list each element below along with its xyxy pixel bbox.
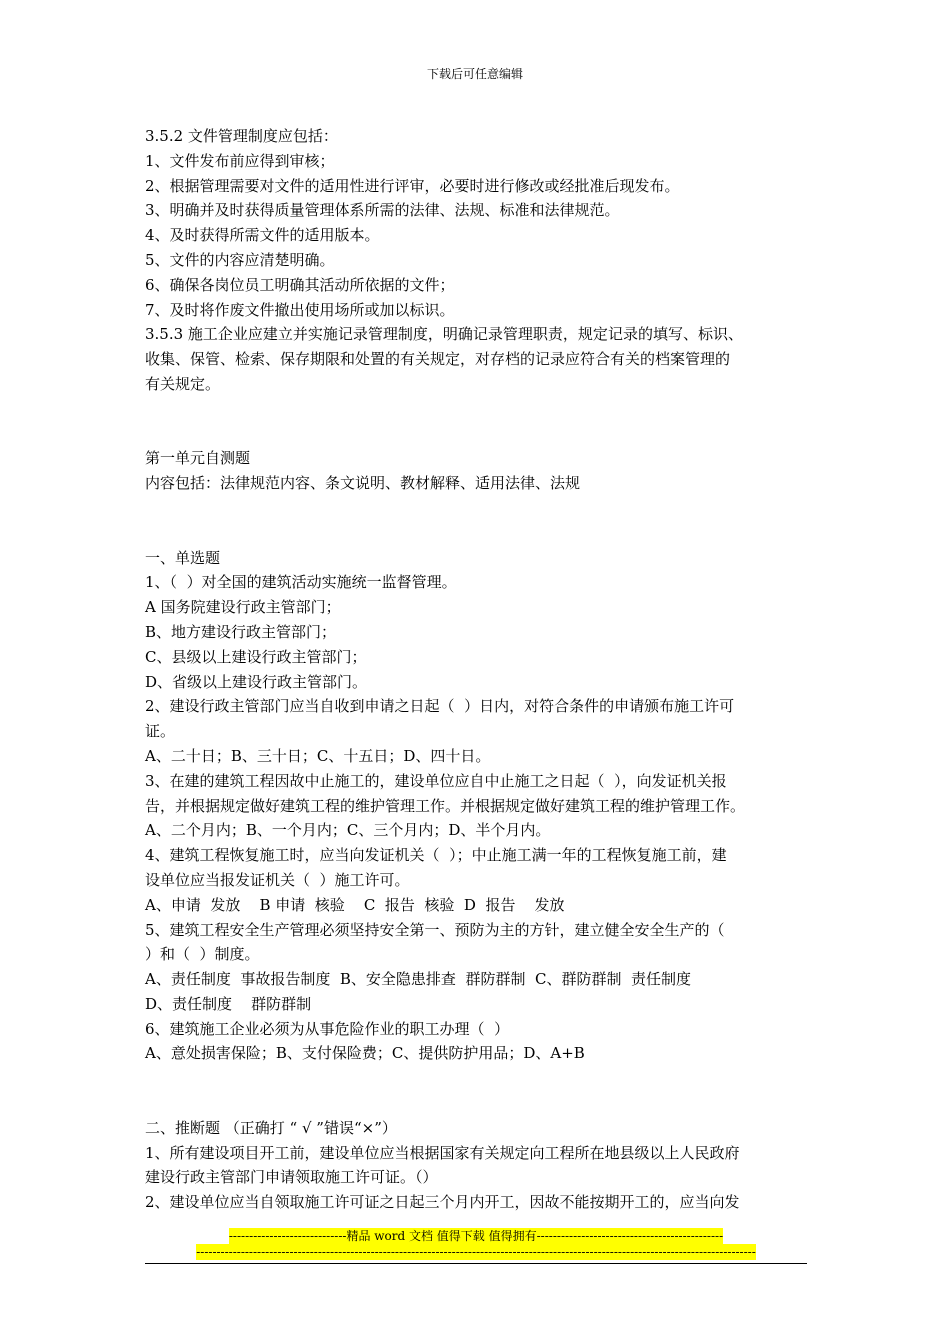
page-footer: [145, 1228, 807, 1260]
text-line: A、责任制度 事故报告制度 B、安全隐患排查 群防群制 C、群防群制 责任制度: [145, 970, 692, 989]
text-line: 建设行政主管部门申请领取施工许可证。（）: [145, 1168, 438, 1187]
blank-line: [145, 1091, 807, 1116]
text-line: D、省级以上建设行政主管部门。: [145, 672, 368, 691]
text-line: 6、建筑施工企业必须为从事危险作业的职工办理（ ）: [145, 1019, 510, 1038]
text-line: 4、建筑工程恢复施工时，应当向发证机关（ ）；中止施工满一年的工程恢复施工前，建: [145, 846, 727, 865]
text-line: 收集、保管、检索、保存期限和处置的有关规定，对存档的记录应符合有关的档案管理的: [145, 350, 731, 369]
blank-line: [145, 422, 807, 447]
text-line: ）和（ ）制度。: [145, 945, 260, 964]
text-line: 1、（ ）对全国的建筑活动实施统一监督管理。: [145, 573, 457, 592]
blank-line: [145, 496, 807, 521]
text-line: 1、所有建设项目开工前，建设单位应当根据国家有关规定向工程所在地县级以上人民政府: [145, 1143, 740, 1162]
text-line: A、申请 发放 B 申请 核验 C 报告 核验 D 报告 发放: [145, 895, 565, 914]
text-line: 有关规定。: [145, 374, 221, 393]
text-line: 3、在建的建筑工程因故中止施工的，建设单位应自中止施工之日起（ ），向发证机关报: [145, 771, 727, 790]
text-line: 3.5.3 施工企业应建立并实施记录管理制度，明确记录管理职责，规定记录的填写、标识、: [145, 325, 743, 344]
text-line: 7、及时将作废文件撤出使用场所或加以标识。: [145, 300, 455, 319]
text-line: C、县级以上建设行政主管部门；: [145, 647, 367, 666]
page-header: [0, 66, 950, 82]
text-line: D、责任制度 群防群制: [145, 994, 312, 1013]
footer-banner-line-1: -----------------------------精品 word 文档 值得下载 值得拥有----------------------------------------------: [228, 1229, 724, 1243]
text-line: 告，并根据规定做好建筑工程的维护管理工作。并根据规定做好建筑工程的维护管理工作。: [145, 796, 746, 815]
text-line: 第一单元自测题: [145, 449, 251, 468]
text-line: B、地方建设行政主管部门；: [145, 622, 337, 641]
text-line: 3.5.2 文件管理制度应包括：: [145, 127, 338, 145]
text-line: A、意处损害保险；B、支付保险费；C、提供防护用品；D、A+B: [145, 1044, 585, 1063]
text-line: 5、建筑工程安全生产管理必须坚持安全第一、预防为主的方针，建立健全安全生产的（: [145, 920, 725, 939]
text-line: 3、明确并及时获得质量管理体系所需的法律、法规、标准和法律规范。: [145, 201, 620, 220]
text-line: 2、建设单位应当自领取施工许可证之日起三个月内开工，因故不能按期开工的，应当向发: [145, 1193, 740, 1212]
text-line: 二、推断题 （正确打 “ √ ”错误“×”）: [145, 1118, 397, 1137]
text-line: 5、文件的内容应清楚明确。: [145, 250, 335, 269]
header-text: 下载后可任意编辑: [426, 67, 523, 81]
text-line: 证。: [145, 722, 176, 741]
text-line: 一、单选题: [145, 548, 221, 567]
text-line: 内容包括：法律规范内容、条文说明、教材解释、适用法律、法规: [145, 474, 581, 493]
text-line: 6、确保各岗位员工明确其活动所依据的文件；: [145, 275, 455, 294]
blank-line: [145, 397, 807, 422]
text-line: A、二十日；B、三十日；C、十五日；D、四十日。: [145, 746, 491, 765]
footer-rule: [145, 1263, 807, 1264]
text-line: 设单位应当报发证机关（ ）施工许可。: [145, 870, 410, 889]
footer-banner-line-2: ------------------------------------------------------------------------------------------------------------------------------------------: [196, 1245, 756, 1259]
text-line: 2、建设行政主管部门应当自收到申请之日起（ ）日内，对符合条件的申请颁布施工许可: [145, 697, 735, 716]
text-line: A、二个月内；B、一个月内；C、三个月内；D、半个月内。: [145, 821, 551, 840]
blank-line: [145, 521, 807, 546]
text-line: 4、及时获得所需文件的适用版本。: [145, 226, 380, 245]
document-body: [145, 124, 807, 1215]
text-line: A 国务院建设行政主管部门；: [145, 598, 341, 617]
blank-line: [145, 1066, 807, 1091]
text-line: 2、根据管理需要对文件的适用性进行评审，必要时进行修改或经批准后现发布。: [145, 176, 680, 195]
text-line: 1、文件发布前应得到审核；: [145, 151, 335, 170]
